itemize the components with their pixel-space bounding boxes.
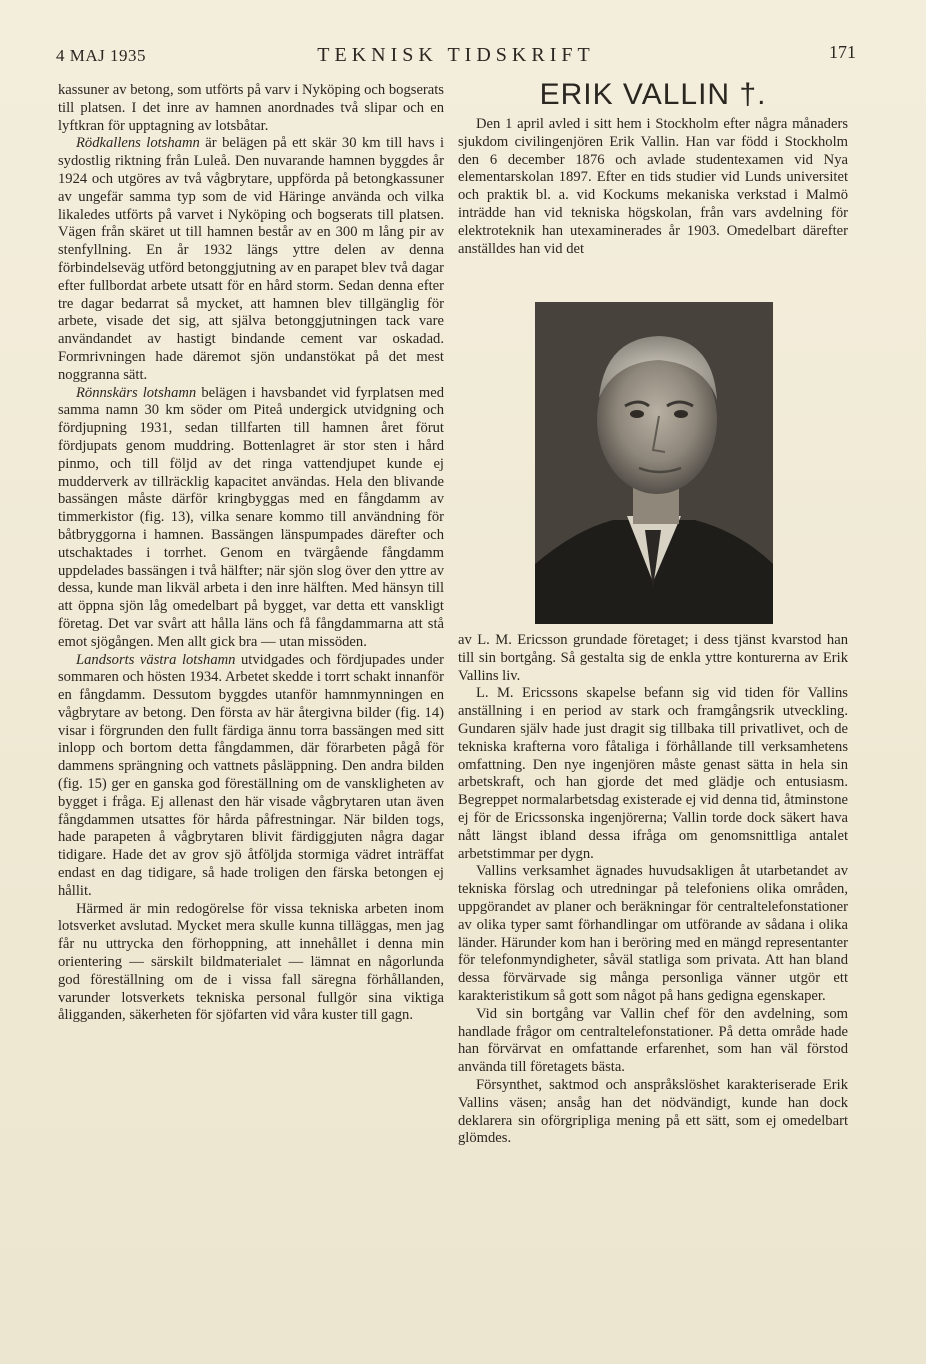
page-header — [56, 40, 856, 70]
paragraph: Vallins verksamhet ägnades huvudsakligen åt utarbetandet av tekniska förslag och utredningar på telefoniens olika områden, uppgörandet av planer och beräkningar för centraltelefonstationer av olika typer samt förhandlingar om utförande av sådana i olika länder. Härunder kom han i beröring med en mängd representanter för telefonmyndigheter, såväl statliga som privata. Att han bland dessa förvärvade sig många personliga vänner utgör ett karakteristikum så gott som något på hans gedigna egenskaper. — [458, 863, 848, 1004]
journal-title: TEKNISK TIDSKRIFT — [317, 44, 595, 66]
page-number: 171 — [829, 42, 856, 62]
obituary-title: ERIK VALLIN †. — [539, 78, 767, 111]
paragraph: av L. M. Ericsson grundade företaget; i dess tjänst kvarstod han till sin bortgång. Så gestalta sig de enkla yttre konturerna av Erik Vallins liv. — [458, 632, 848, 684]
paragraph — [58, 652, 444, 901]
paragraph: Vid sin bortgång var Vallin chef för den avdelning, som handlade frågor om centraltelefonstationer. På detta område hade han förvärvat en omfattande erfarenhet, som han väl förstod använda till företagets bästa. — [458, 1005, 848, 1076]
section-heading: Rödkallens lotshamn — [76, 135, 200, 152]
issue-date: 4 MAJ 1935 — [56, 46, 147, 65]
paragraph — [58, 135, 444, 384]
paragraph: L. M. Ericssons skapelse befann sig vid tiden för Vallins anställning i en period av stark och framgångsrik utveckling. Gundaren själv hade just dragit sig tillbaka till privatlivet, och de tekniska krafterna voro fåtaliga i förhållande till verksamhetens omfattning. Den nye ingenjören måste genast sätta in hela sin arbetskraft, och han gjorde det med glädje och entusiasm. Begreppet normalarbetsdag existerade ej vid denna tid, åtminstone ej för de Ericssonska ingenjörerna; Vallin torde dock säkert hava nått längst ibland dessa ifråga om genomsnittliga antalet arbetstimmar per dygn. — [458, 685, 848, 862]
paragraph — [58, 385, 444, 652]
section-heading: Rönnskärs lotshamn — [76, 384, 197, 401]
section-heading: Landsorts västra lotshamn — [76, 651, 236, 668]
portrait-photo — [535, 302, 773, 624]
obituary-body — [458, 632, 848, 1148]
left-column — [58, 82, 444, 1025]
paragraph-body: belägen i havsbandet vid fyrplatsen med samma namn 30 km söder om Piteå undergick utvidgning och fördjupning 1931, sedan tillfarten till hamnen året förut fördjupats genom muddring. Bottenlagret är stor sten i hård pinmo, och till följd av det ringa vattendjupet kunde ej mudderverk av tillräcklig kapacitet användas. Hela den blivande bassängen måste därför kringbyggas med en fångdamm av timmerkistor (fig. 13), vilka senare kommo till användning för båtbryggorna i hamnen. Bassängen länspumpades därefter och utschaktades i torrhet. Genom en tvärgående fångdamm uppdelades bassängen i två hälfter; när sjön slog över den yttre av dessa, kunde man likväl arbeta i den inre hälften. Med hänsyn till att öppna sjön låg omedelbart på bygget, var detta ett vanskligt företag. Det var svårt att hålla läns och få fångdammarna att stå emot sjögången. Men allt gick bra — utan missöden. — [58, 384, 445, 650]
portrait-image — [535, 302, 773, 624]
paragraph: Härmed är min redogörelse för vissa tekniska arbeten inom lotsverket avslutad. Mycket mera skulle kunna tilläggas, men jag får nu uttrycka den förhoppning, att innehållet i denna min orientering — särskilt bildmaterialet — lämnat en någorlunda god föreställning om de i vissa fall säregna förhållanden, varunder lotsverkets tekniska personal fullgör sina viktiga åligganden, säkerheten för sjöfarten vid våra kuster till gagn. — [58, 900, 444, 1024]
paragraph: kassuner av betong, som utförts på varv i Nyköping och bogserats till platsen. I det inre av hamnen anordnades två slipar och en lyftkran för upptagning av lotsbåtar. — [58, 82, 444, 134]
paragraph-body: är belägen på ett skär 30 km till havs i sydostlig riktning från Luleå. Den nuvarande hamnen byggdes år 1924 och utgöres av två vågbrytare, uppförda på betongkassuner av ungefär samma typ som de vid Häringe använda och vilka likaledes utförts på varvet i Nyköping och bogserats till platsen. Vägen från skäret ut till hamnen består av en 300 m lång pir av stenfyllning. En år 1932 längs yttre delen av denna förbindelseväg utförd betonggjutning av en parapet blev två dagar efter fullbordat arbete utsatt för en hård storm. Sedan denna efter tre dagar bedarrat så mycket, att hamnen blev tillgänglig för arbete, visade det sig, att själva betonggjutningen tack vare användandet av hastigt bindande cement var oskadad. Formrivningen hade däremot sjön undanstökat på det mest noggranna sätt. — [58, 135, 445, 383]
paragraph-body: utvidgades och fördjupades under sommaren och hösten 1934. Arbetet skedde i torrt schakt innanför en fångdamm. Dessutom byggdes utanför hamnmynningen en vågbrytare av betong. Den första av här återgivna bilder (fig. 14) visar i förgrunden den fullt färdiga ännu torra bassängen med sitt inlopp och bortom detta fångdammen, där förarbeten pågå för dammens sprängning och vattnets påsläppning. Den andra bilden (fig. 15) ger en ganska god föreställning om de vanskligheten av bygget i fråga. Ej allenast den här visade vågbrytaren utan även fångdammen utsattes för hårda påfrestningar. När bilden togs, hade parapeten å vågbrytaren blivit färdiggjuten några dagar tidigare. Hade det av grov sjö åtföljda stormiga vädret inträffat endast en dag tidigare, så hade troligen den färska betongen ej hållit. — [58, 651, 445, 899]
paragraph: Försynthet, saktmod och anspråkslöshet karakteriserade Erik Vallins väsen; ansåg han det nödvändigt, kunde han dock deklarera sin oförgripliga mening på ett sätt, som ej omedelbart glömdes. — [458, 1076, 848, 1147]
obituary-intro — [458, 116, 848, 258]
paragraph: Den 1 april avled i sitt hem i Stockholm efter några månaders sjukdom civilingenjören Erik Vallin. Han var född i Stockholm den 6 december 1876 och avlade studentexamen vid Nya elementarskolan 1897. Efter en tids studier vid Lunds universitet och praktik bl. a. vid Kockums mekaniska verkstad i Malmö inträdde han vid tekniska högskolan, från vars avdelning för elektroteknik han utexaminerades år 1903. Omedelbart därefter anställdes han vid det — [458, 116, 848, 257]
